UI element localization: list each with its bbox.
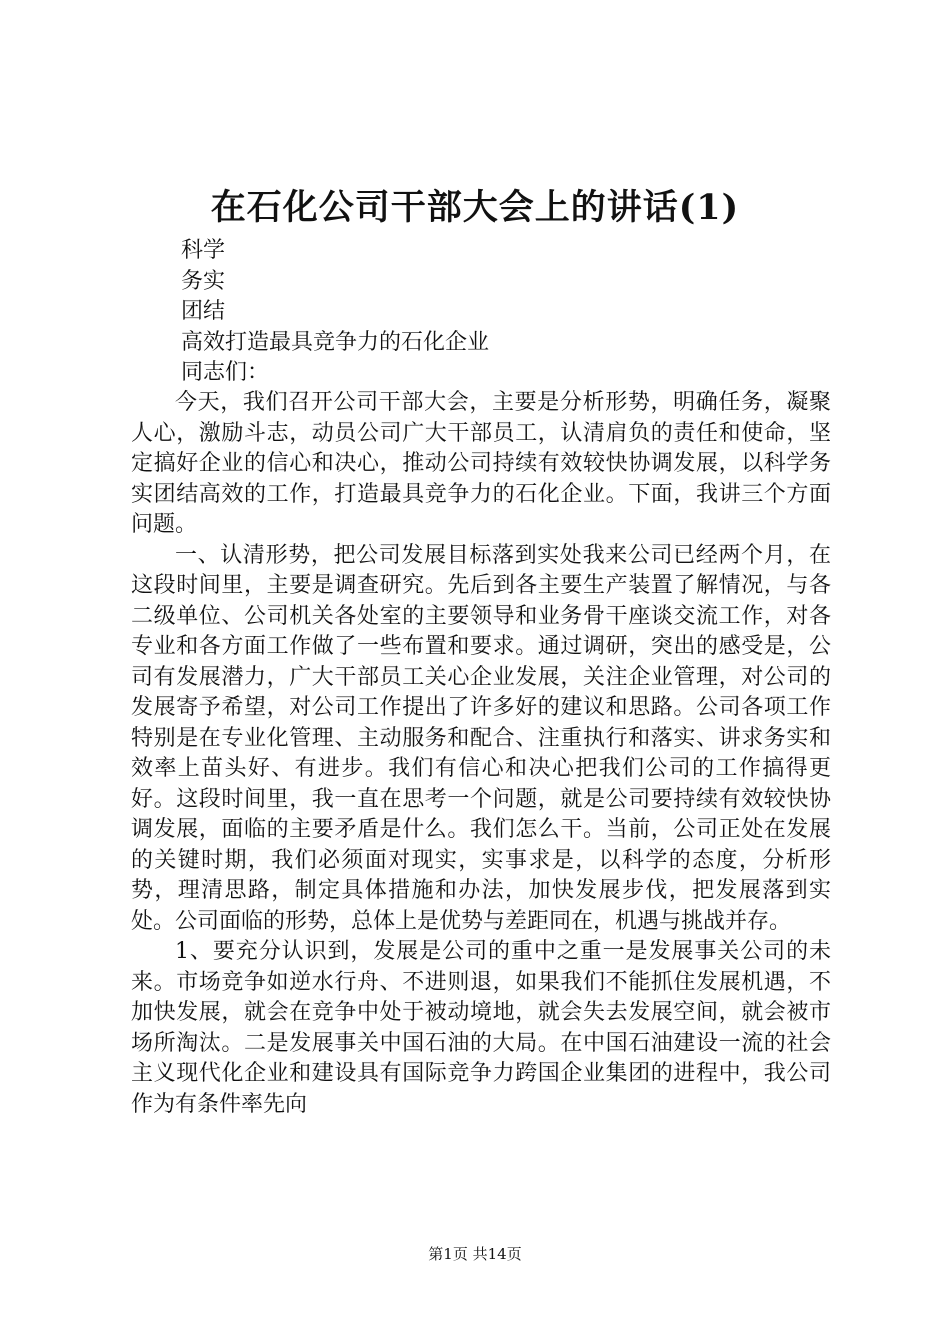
paragraph-intro: 今天，我们召开公司干部大会，主要是分析形势，明确任务，凝聚人心，激励斗志，动员公司广大干部员工，认清肩负的责任和使命，坚定搞好企业的信心和决心，推动公司持续有效较快协调发展，以科学务实团结高效的工作，打造最具竞争力的石化企业。下面，我讲三个方面问题。 bbox=[131, 390, 831, 537]
speech-body bbox=[131, 388, 831, 1120]
heading-line-unity: 团结 bbox=[181, 299, 226, 324]
page-number-footer: 第1页 共14页 bbox=[428, 1245, 522, 1263]
heading-line-pragmatic: 务实 bbox=[181, 268, 226, 294]
heading-lines bbox=[181, 236, 489, 389]
heading-line-efficiency: 高效打造最具竞争力的石化企业 bbox=[181, 329, 490, 355]
heading-line-science: 科学 bbox=[181, 238, 226, 263]
document-title: 在石化公司干部大会上的讲话(1) bbox=[210, 187, 740, 228]
salutation: 同志们： bbox=[181, 360, 270, 385]
paragraph-point-one: 1、要充分认识到，发展是公司的重中之重一是发展事关公司的未来。市场竞争如逆水行舟、不进则退，如果我们不能抓住发展机遇，不加快发展，就会在竞争中处于被动境地，就会失去发展空间，就会被市场所淘汰。二是发展事关中国石油的大局。在中国石油建设一流的社会主义现代化企业和建设具有国际竞争力跨国企业集团的进程中，我公司作为有条件率先向 bbox=[131, 939, 831, 1117]
paragraph-section-one: 一、认清形势，把公司发展目标落到实处我来公司已经两个月，在这段时间里，主要是调查研究。先后到各主要生产装置了解情况，与各二级单位、公司机关各处室的主要领导和业务骨干座谈交流工作，对各专业和各方面工作做了一些布置和要求。通过调研，突出的感受是，公司有发展潜力，广大干部员工关心企业发展，关注企业管理，对公司的发展寄予希望，对公司工作提出了许多好的建议和思路。公司各项工作特别是在专业化管理、主动服务和配合、注重执行和落实、讲求务实和效率上苗头好、有进步。我们有信心和决心把我们公司的工作搞得更好。这段时间里，我一直在思考一个问题，就是公司要持续有效较快协调发展，面临的主要矛盾是什么。我们怎么干。当前，公司正处在发展的关键时期，我们必须面对现实，实事求是，以科学的态度，分析形势，理清思路，制定具体措施和办法，加快发展步伐，把发展落到实处。公司面临的形势，总体上是优势与差距同在，机遇与挑战并存。 bbox=[131, 542, 831, 934]
